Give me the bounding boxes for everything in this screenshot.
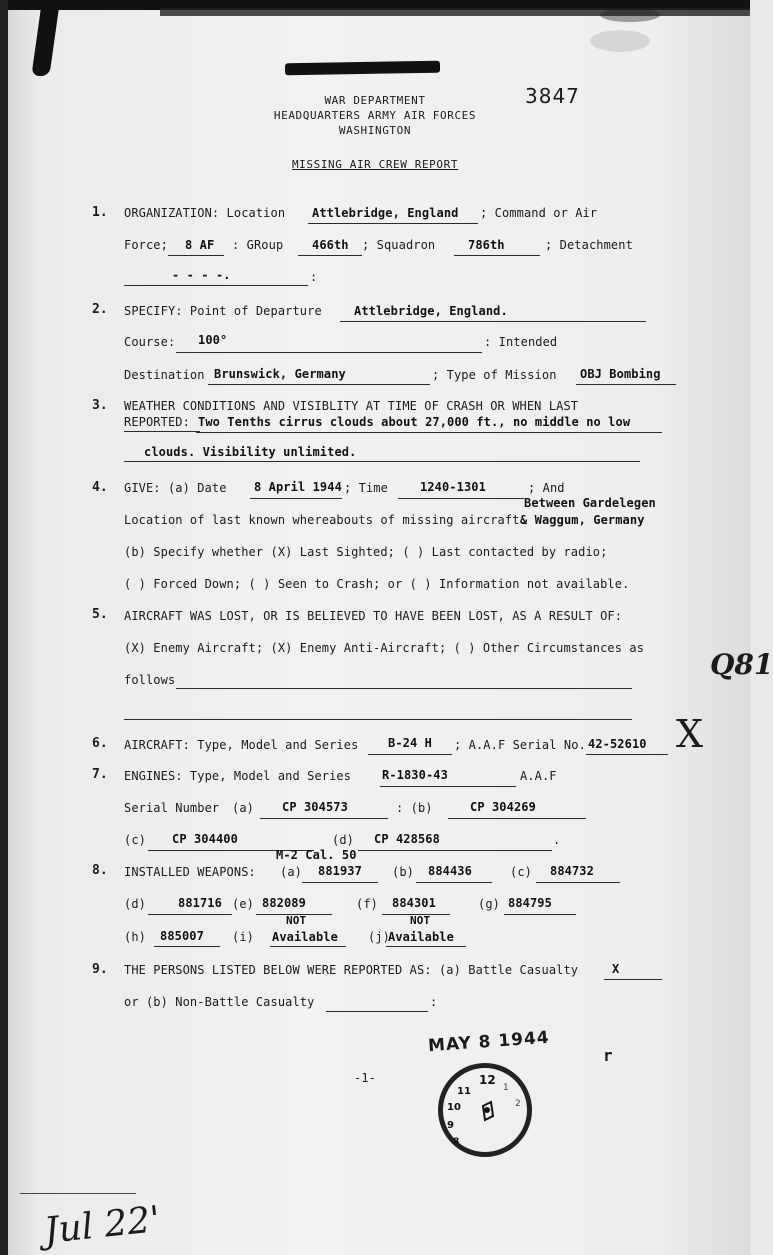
aircraft-type-value: B-24 H xyxy=(388,736,432,750)
scan-stain xyxy=(600,8,660,22)
weapon-i-not: NOT xyxy=(286,914,307,927)
received-date-stamp: MAY 8 1944 xyxy=(427,1027,551,1057)
svg-text:2: 2 xyxy=(515,1099,521,1109)
weapon-a-label: (a) xyxy=(280,865,302,879)
engines-label: ENGINES: Type, Model and Series xyxy=(124,769,352,783)
last-location-label: Location of last known whereabouts of missing aircraft. xyxy=(124,513,527,527)
item-number: 1. xyxy=(92,205,108,220)
weapon-b-value: 884436 xyxy=(428,864,472,878)
give-date-label: GIVE: (a) Date xyxy=(124,481,227,495)
weapon-i-value: Available xyxy=(272,930,338,944)
weapon-i-label: (i) xyxy=(232,930,254,944)
header-line-1: WAR DEPARTMENT xyxy=(324,94,426,107)
margin-handwriting: Q81 xyxy=(710,648,773,681)
squadron-value: 786th xyxy=(468,238,505,252)
squadron-label: ; Squadron xyxy=(362,238,436,252)
status-options: ( ) Forced Down; ( ) Seen to Crash; or ( ) Information not available. xyxy=(124,577,630,591)
intended-label: : Intended xyxy=(484,335,558,349)
weapon-f-value: 884301 xyxy=(392,896,436,910)
engine-serial-label: Serial Number xyxy=(124,801,220,815)
stamp-mark: r xyxy=(603,1046,613,1065)
engine-type-value: R-1830-43 xyxy=(382,768,448,782)
document-title: MISSING AIR CREW REPORT xyxy=(291,158,459,171)
weapon-d-value: 881716 xyxy=(178,896,222,910)
weapon-e-value: 882089 xyxy=(262,896,306,910)
scan-stain xyxy=(590,30,650,52)
location-value: Attlebridge, England xyxy=(312,206,459,220)
engine-a-value: CP 304573 xyxy=(282,800,348,814)
command-label: ; Command or Air xyxy=(480,206,598,220)
follows-label: follows xyxy=(124,673,176,687)
header-line-2: HEADQUARTERS ARMY AIR FORCES xyxy=(273,109,477,122)
item-number: 3. xyxy=(92,398,108,413)
non-battle-label: or (b) Non-Battle Casualty xyxy=(124,995,315,1009)
scan-edge xyxy=(160,8,750,16)
weapon-g-label: (g) xyxy=(478,897,500,911)
svg-text:12: 12 xyxy=(479,1073,496,1087)
clock-stamp-icon xyxy=(438,1063,532,1157)
mission-value: OBJ Bombing xyxy=(580,367,661,381)
weapon-j-not: NOT xyxy=(410,914,431,927)
redaction-bar xyxy=(285,61,440,76)
force-value: 8 AF xyxy=(185,238,215,252)
and-label: ; And xyxy=(528,481,565,495)
loss-cause-options: (X) Enemy Aircraft; (X) Enemy Anti-Aircraft; ( ) Other Circumstances as xyxy=(124,641,645,655)
reported-label: REPORTED: xyxy=(124,415,190,429)
loss-cause-label: AIRCRAFT WAS LOST, OR IS BELIEVED TO HAVE BEEN LOST, AS A RESULT OF: xyxy=(124,609,623,623)
weapon-a-value: 881937 xyxy=(318,864,362,878)
destination-label: Destination xyxy=(124,368,205,382)
check-mark: X xyxy=(676,712,704,756)
engine-c-label: (c) xyxy=(124,833,146,847)
punctuation: : xyxy=(310,270,318,284)
date-value: 8 April 1944 xyxy=(254,480,342,494)
aaf-label: A.A.F xyxy=(520,769,557,783)
weapon-j-value: Available xyxy=(388,930,454,944)
weapons-label: INSTALLED WEAPONS: xyxy=(124,865,256,879)
svg-text:8: 8 xyxy=(453,1137,460,1147)
engine-b-label: : (b) xyxy=(396,801,433,815)
between-value: Between Gardelegen xyxy=(524,496,656,510)
binder-clip-shadow xyxy=(31,10,58,76)
svg-text:11: 11 xyxy=(457,1086,471,1097)
weather-value-1: Two Tenths cirrus clouds about 27,000 ft., no middle no low xyxy=(198,415,631,429)
battle-casualty-mark: X xyxy=(612,962,620,976)
time-label: ; Time xyxy=(344,481,388,495)
force-label: Force; xyxy=(124,238,168,252)
time-value: 1240-1301 xyxy=(420,480,486,494)
detachment-value: - - - -. xyxy=(172,268,231,282)
last-location-value: & Waggum, Germany xyxy=(520,513,645,527)
weapon-d-label: (d) xyxy=(124,897,146,911)
item-number: 2. xyxy=(92,302,108,317)
departure-label: SPECIFY: Point of Departure xyxy=(124,304,322,318)
item-number: 5. xyxy=(92,607,108,622)
handwritten-signature: Jul 22' xyxy=(42,1199,163,1252)
header-line-3: WASHINGTON xyxy=(338,124,412,137)
weapon-h-label: (h) xyxy=(124,930,146,944)
weather-label: WEATHER CONDITIONS AND VISIBLITY AT TIME OF CRASH OR WHEN LAST xyxy=(124,399,579,413)
mission-label: ; Type of Mission xyxy=(432,368,557,382)
course-value: 100° xyxy=(198,333,228,347)
aircraft-serial-label: ; A.A.F Serial No. xyxy=(454,738,586,752)
scan-edge xyxy=(0,0,8,1255)
document-number: 3847 xyxy=(525,84,580,108)
weapon-caliber: M-2 Cal. 50 xyxy=(276,848,357,862)
weapon-h-value: 885007 xyxy=(160,929,204,943)
group-value: 466th xyxy=(312,238,349,252)
destination-value: Brunswick, Germany xyxy=(214,367,346,381)
departure-value: Attlebridge, England. xyxy=(354,304,508,318)
engine-d-value: CP 428568 xyxy=(374,832,440,846)
weapon-g-value: 884795 xyxy=(508,896,552,910)
page-number: -1- xyxy=(354,1071,376,1085)
weapon-c-label: (c) xyxy=(510,865,532,879)
svg-text:9: 9 xyxy=(447,1120,454,1131)
svg-text:10: 10 xyxy=(447,1102,461,1113)
group-label: : GRoup xyxy=(232,238,284,252)
engine-b-value: CP 304269 xyxy=(470,800,536,814)
punctuation: . xyxy=(553,833,561,847)
weapon-b-label: (b) xyxy=(392,865,414,879)
weapon-c-value: 884732 xyxy=(550,864,594,878)
casualty-label: THE PERSONS LISTED BELOW WERE REPORTED AS: (a) Battle Casualty xyxy=(124,963,579,977)
weather-value-2: clouds. Visibility unlimited. xyxy=(144,445,357,459)
engine-c-value: CP 304400 xyxy=(172,832,238,846)
item-number: 4. xyxy=(92,480,108,495)
engine-d-label: (d) xyxy=(332,833,354,847)
item-number: 7. xyxy=(92,767,108,782)
item-number: 6. xyxy=(92,736,108,751)
course-label: Course: xyxy=(124,335,176,349)
item-number: 9. xyxy=(92,962,108,977)
organization-label: ORGANIZATION: Location xyxy=(124,206,286,220)
weapon-f-label: (f) xyxy=(356,897,378,911)
aircraft-label: AIRCRAFT: Type, Model and Series xyxy=(124,738,359,752)
weapon-e-label: (e) xyxy=(232,897,254,911)
item-number: 8. xyxy=(92,863,108,878)
engine-a-label: (a) xyxy=(232,801,254,815)
punctuation: : xyxy=(430,995,438,1009)
svg-text:1: 1 xyxy=(503,1083,509,1093)
detachment-label: ; Detachment xyxy=(545,238,633,252)
weapon-j-label: (j) xyxy=(368,930,390,944)
aircraft-serial-value: 42-52610 xyxy=(588,737,647,751)
sighted-options: (b) Specify whether (X) Last Sighted; ( ) Last contacted by radio; xyxy=(124,545,608,559)
